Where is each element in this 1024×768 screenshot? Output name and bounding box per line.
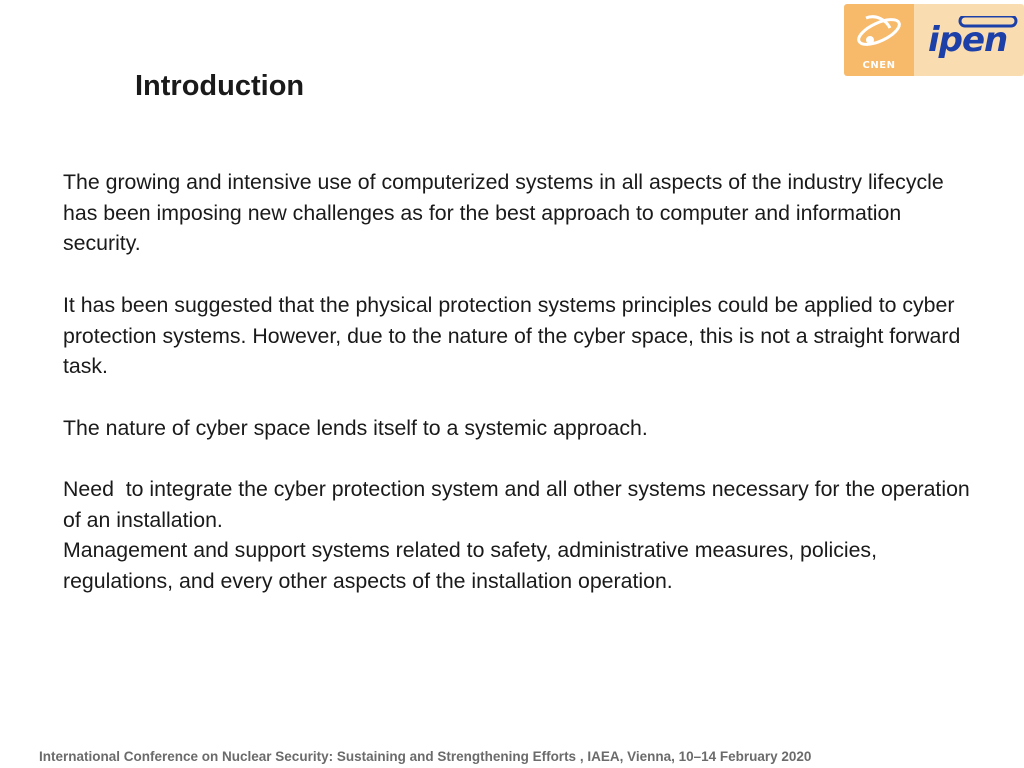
paragraph-physical-protection: It has been suggested that the physical protection systems principles could be applied to cyber protection systems. However, due to the nature of the cyber space, this is not a straight forward task. xyxy=(63,292,961,379)
paragraph-computerized-systems: The growing and intensive use of computerized systems in all aspects of the industry lifecycle has been imposing new challenges as for the best approach to computer and information security. xyxy=(63,170,944,256)
paragraph-integration-need: Need to integrate the cyber protection system and all other systems necessary for the operation of an installation. xyxy=(63,476,976,532)
cnen-logo-text: cnen xyxy=(862,56,896,72)
slide-title: Introduction xyxy=(135,70,305,102)
logo-banner xyxy=(844,4,1024,76)
ipen-logo xyxy=(914,4,1024,76)
atom-icon xyxy=(852,10,906,52)
slide-footer: International Conference on Nuclear Security: Sustaining and Strengthening Efforts , IAEA, Vienna, 10–14 February 2020 xyxy=(39,749,812,764)
cnen-logo xyxy=(844,4,914,76)
slide-body xyxy=(63,167,983,597)
ipen-logo-text: ipen xyxy=(928,20,1008,60)
paragraph-management-systems: Management and support systems related to safety, administrative measures, policies, regulations, and every other aspects of the installation operation. xyxy=(63,538,878,594)
paragraph-systemic-approach: The nature of cyber space lends itself to a systemic approach. xyxy=(63,415,648,440)
